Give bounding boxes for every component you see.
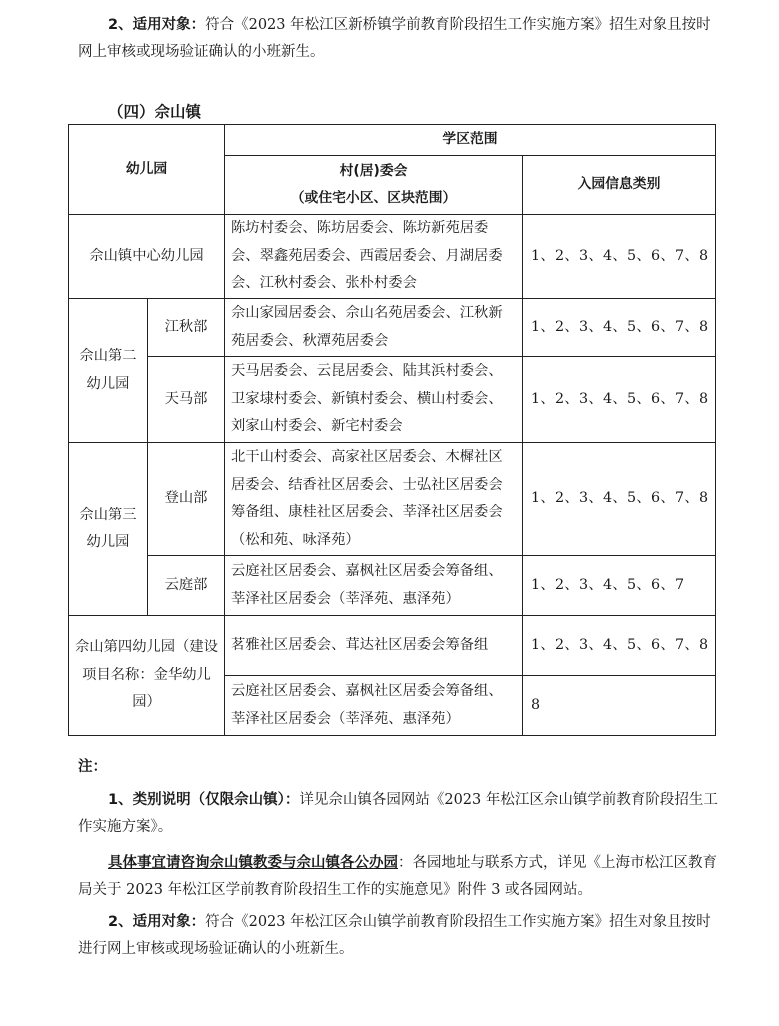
consult-paragraph [78, 850, 718, 904]
branch-name: 江秋部 [148, 299, 225, 357]
header-committee-line2: （或住宅小区、区块范围） [290, 190, 457, 206]
committee-list: 北干山村委会、高家社区居委会、木樨社区居委会、结香社区居委会、士弘社区居委会筹备组、康桂社区居委会、莘泽社区居委会（松和苑、咏泽苑） [225, 443, 523, 556]
note-eligibility-colon: ： [190, 914, 206, 930]
table-row [69, 556, 716, 616]
enrollment-table [68, 124, 716, 736]
category-list: 1、2、3、4、5、6、7、8 [523, 299, 716, 357]
table-row [69, 357, 716, 443]
header-district: 学区范围 [225, 125, 716, 156]
table-row [69, 299, 716, 357]
committee-list: 云庭社区居委会、嘉枫社区居委会筹备组、莘泽社区居委会（莘泽苑、惠泽苑） [225, 556, 523, 616]
table-row [69, 443, 716, 556]
school-name: 佘山第二幼儿园 [69, 299, 148, 443]
note-eligibility-label: 2、适用对象 [108, 914, 191, 930]
category-list: 1、2、3、4、5、6、7、8 [523, 215, 716, 299]
header-committee-line1: 村(居)委会 [339, 163, 408, 179]
intro-label: 2、适用对象 [108, 17, 191, 33]
category-list: 1、2、3、4、5、6、7、8 [523, 443, 716, 556]
school-name: 佘山第四幼儿园（建设项目名称：金华幼儿园） [69, 616, 225, 736]
school-name: 佘山第三幼儿园 [69, 443, 148, 616]
category-list: 8 [523, 676, 716, 736]
committee-list: 佘山家园居委会、佘山名苑居委会、江秋新苑居委会、秋潭苑居委会 [225, 299, 523, 357]
header-kindergarten: 幼儿园 [69, 125, 225, 215]
note-category-paragraph [78, 787, 718, 841]
notes-label: 注： [78, 759, 107, 775]
committee-list: 天马居委会、云昆居委会、陆其浜村委会、卫家埭村委会、新镇村委会、横山村委会、刘家山村委会、新宅村委会 [225, 357, 523, 443]
intro-paragraph [78, 12, 718, 66]
note-category-text: 详见佘山镇各园网站《2023 年松江区佘山镇学前教育阶段招生工作实施方案》。 [78, 792, 718, 835]
school-name: 佘山镇中心幼儿园 [69, 215, 225, 299]
committee-list: 云庭社区居委会、嘉枫社区居委会筹备组、莘泽社区居委会（莘泽苑、惠泽苑） [225, 676, 523, 736]
category-list: 1、2、3、4、5、6、7、8 [523, 357, 716, 443]
consult-label: 具体事宜请咨询佘山镇教委与佘山镇各公办园 [108, 855, 398, 871]
note-eligibility-text: 符合《2023 年松江区佘山镇学前教育阶段招生工作实施方案》招生对象且按时进行网上审核或现场验证确认的小班新生。 [78, 914, 711, 957]
note-category-colon: ： [284, 792, 300, 808]
committee-list: 茗雅社区居委会、茸达社区居委会筹备组 [225, 616, 523, 676]
consult-text: ：各园地址与联系方式，详见《上海市松江区教育局关于 2023 年松江区学前教育阶段招生工作的实施意见》附件 3 或各园网站。 [78, 855, 717, 898]
table-header-row [69, 125, 716, 156]
branch-name: 云庭部 [148, 556, 225, 616]
header-category: 入园信息类别 [523, 156, 716, 215]
category-list: 1、2、3、4、5、6、7 [523, 556, 716, 616]
section-heading: （四）佘山镇 [108, 103, 202, 121]
table-row [69, 215, 716, 299]
committee-list: 陈坊村委会、陈坊居委会、陈坊新苑居委会、翠鑫苑居委会、西霞居委会、月湖居委会、江秋村委会、张朴村委会 [225, 215, 523, 299]
header-committee [225, 156, 523, 215]
category-list: 1、2、3、4、5、6、7、8 [523, 616, 716, 676]
intro-colon: ： [190, 17, 206, 33]
note-eligibility-paragraph [78, 909, 718, 963]
branch-name: 天马部 [148, 357, 225, 443]
table-row [69, 616, 716, 676]
intro-text: 符合《2023 年松江区新桥镇学前教育阶段招生工作实施方案》招生对象且按时网上审核或现场验证确认的小班新生。 [78, 17, 711, 60]
note-category-label: 1、类别说明（仅限佘山镇） [108, 792, 285, 808]
branch-name: 登山部 [148, 443, 225, 556]
